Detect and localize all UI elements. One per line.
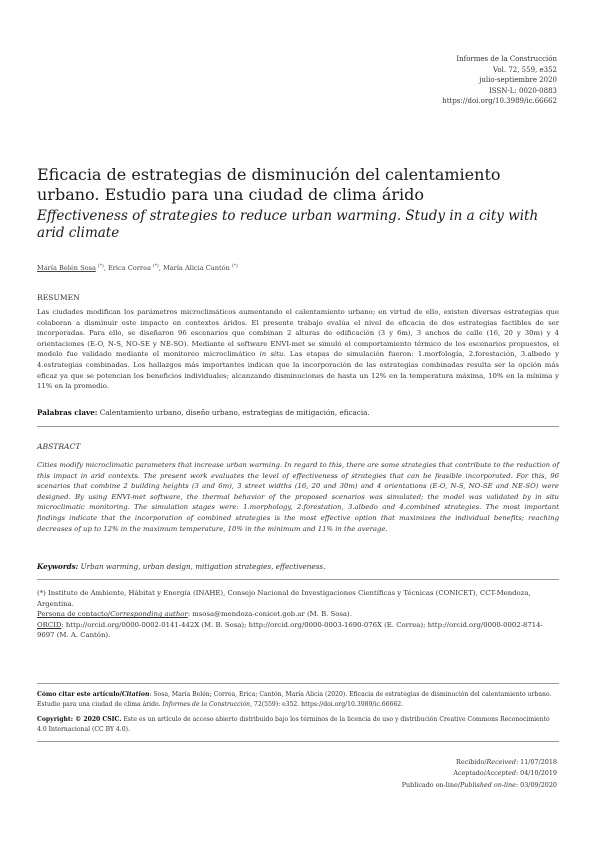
keywords-en-text: Urban warming, urban design, mitigation strategies, effectiveness.: [78, 562, 326, 571]
journal-name: Informes de la Construcción: [456, 55, 557, 63]
published-label-en: Published on-line: [459, 780, 516, 789]
contact-label: [37, 610, 188, 618]
article-dates: [402, 757, 557, 791]
contact-label-en: Corresponding author: [110, 610, 188, 619]
author-name: Erica Correa: [107, 264, 151, 273]
author-affiliation-mark: (*): [97, 264, 104, 269]
resumen-italic-term: in situ: [259, 350, 284, 359]
affiliation-institution: (*) Instituto de Ambiente, Hábitat y Energía (INAHE), Consejo Nacional de Investigaciones Científicas y Técnicas (CONICET), CCT-Mendoza, Argentina.: [37, 589, 531, 608]
journal-issn: ISSN-L: 0020-0883: [489, 86, 557, 95]
orcid-label: ORCID: [37, 620, 62, 629]
resumen-text-part-1: Las ciudades modifican los parámetros microclimáticos aumentando el calentamiento urbano; en virtud de ello, existen diversas estrategias que colaboran a disminuir este impacto en contextos áridos. El presente trabajo evalúa el nivel de eficacia de dos estrategias factibles de ser incorporadas. Para ello, se diseñaron 96 escenarios que combinan 2 alturas de edificación (3 y 6m), 3 anchos de calle (16, 20 y 30m) y 4 orientaciones (E-O, N-S, NO-SE y NE-SO). Mediante el software ENVI-met se simuló el comportamiento térmico de los escenarios propuestos, el modelo fue validado mediante el monitoreo microclimático: [37, 308, 559, 359]
published-label-es: Publicado on-line/: [401, 780, 460, 789]
section-divider: [37, 579, 559, 580]
journal-volume: Vol. 72, 559, e352: [493, 65, 557, 74]
journal-period: julio-septiembre 2020: [479, 76, 557, 85]
abstract-heading: ABSTRACT: [37, 442, 81, 451]
published-date: [402, 780, 557, 791]
keywords-en: [37, 562, 559, 571]
citation-label: [37, 691, 149, 698]
affiliation-block: [37, 588, 559, 641]
accepted-label-es: Aceptado/: [453, 769, 486, 778]
received-date: [402, 757, 557, 768]
corresponding-author: [37, 609, 559, 620]
contact-email-link[interactable]: : msosa@mendoza-conicet.gob.ar (M. B. Sosa).: [187, 610, 352, 619]
journal-header: [442, 54, 557, 107]
published-value: : 03/09/2020: [515, 780, 557, 789]
keywords-es: [37, 408, 559, 417]
author-affiliation-mark: (*): [231, 264, 238, 269]
author-name-link[interactable]: María Belén Sosa: [37, 264, 96, 273]
contact-label-es: Persona de contacto/: [37, 610, 111, 619]
citation-text-1: : Sosa, María Belén; Correa, Erica; Cantón, María Alicia (2020). Eficacia de estrategias de disminución del calentamiento urbano. Estudio para una ciudad de clima árido.: [37, 691, 552, 709]
keywords-es-label: Palabras clave:: [37, 408, 98, 417]
citation-block: [37, 690, 559, 711]
author-separator: ,: [103, 264, 108, 273]
received-value: : 11/07/2018: [515, 758, 557, 766]
received-label-en: Received: [486, 758, 516, 766]
article-title-en: Effectiveness of strategies to reduce urban warming. Study in a city with arid climate: [37, 208, 539, 241]
author-separator: ,: [158, 264, 163, 273]
author-name: María Alicia Cantón: [162, 264, 230, 273]
abstract-body: Cities modify microclimatic parameters that increase urban warming. In regard to this, there are some strategies that contribute to the reduction of this impact in arid contexts. The present work evaluates the level of effectiveness of strategies that can be feasible incorporated. For this, 96 scenarios that combine 2 building heights (3 and 6m), 3 street widths (16, 20 and 30m) and 4 orientations (E-O, N-S, NO-SE and NE-SO) were designed. By using ENVI-met software, the thermal behavior of the proposed scenarios was simulated; the model was validated by in situ microclimatic monitoring. The simulation stages were: 1.morphology, 2.forestation, 3.albedo and 4.combined strategies. The most important findings indicate that the incorporation of combined strategies is the most effective option that maximizes the individual benefits; reaching decreases of up to 12% in the maximum temperature, 10% in the minimum and 11% in the average.: [37, 461, 559, 533]
resumen-text-part-2: . Las etapas de simulación fueron: 1.morfología, 2.forestación, 3.albedo y 4.estrategias combinadas. Los hallazgos más importantes indican que la incorporación de las estrategias combinadas resulta ser la opción más eficaz ya que se potencian los beneficios individuales; alcanzando disminuciones de hasta un 12% en la temperatura máxima, 10% en la mínima y 11% en la promedio.: [37, 350, 559, 391]
journal-doi-link[interactable]: https://doi.org/10.3989/ic.66662: [442, 97, 557, 106]
citation-journal: Informes de la Construcción: [162, 701, 251, 709]
author-affiliation-mark: (*): [153, 264, 159, 269]
section-divider: [37, 426, 559, 427]
accepted-value: : 04/10/2019: [515, 769, 557, 778]
orcid-links[interactable]: : http://orcid.org/0000-0002-0141-442X (M. B. Sosa); http://orcid.org/0000-0003-1690-076X (E. Correa); http://orcid.org/0000-0002-8714-9697 (M. A. Cantón).: [37, 620, 543, 640]
author-list: [37, 264, 238, 272]
accepted-date: [402, 768, 557, 779]
section-divider: [37, 683, 559, 684]
keywords-es-text: Calentamiento urbano, diseño urbano, estrategias de mitigación, eficacia.: [97, 408, 370, 417]
received-label-es: Recibido/: [456, 758, 487, 766]
orcid-line: [37, 620, 559, 641]
citation-label-en: Citation: [121, 691, 150, 698]
copyright-text: Este es un artículo de acceso abierto distribuido bajo los términos de la licencia de uso y distribución Creative Commons Reconocimiento 4.0 Internacional (CC BY 4.0).: [37, 716, 550, 734]
keywords-en-label: Keywords:: [37, 562, 79, 571]
section-divider: [37, 741, 559, 742]
citation-text-2: , 72(559): e352. https://doi.org/10.3989/ic.66662.: [250, 701, 404, 709]
copyright-block: [37, 715, 559, 736]
resumen-heading: RESUMEN: [37, 293, 80, 302]
resumen-body: [37, 307, 559, 392]
article-title-es: Eficacia de estrategias de disminución del calentamiento urbano. Estudio para una ciudad de clima árido: [37, 165, 501, 204]
citation-label-es: Cómo citar este artículo/: [37, 691, 122, 698]
copyright-label: Copyright: © 2020 CSIC.: [37, 716, 122, 723]
accepted-label-en: Accepted: [485, 769, 516, 778]
